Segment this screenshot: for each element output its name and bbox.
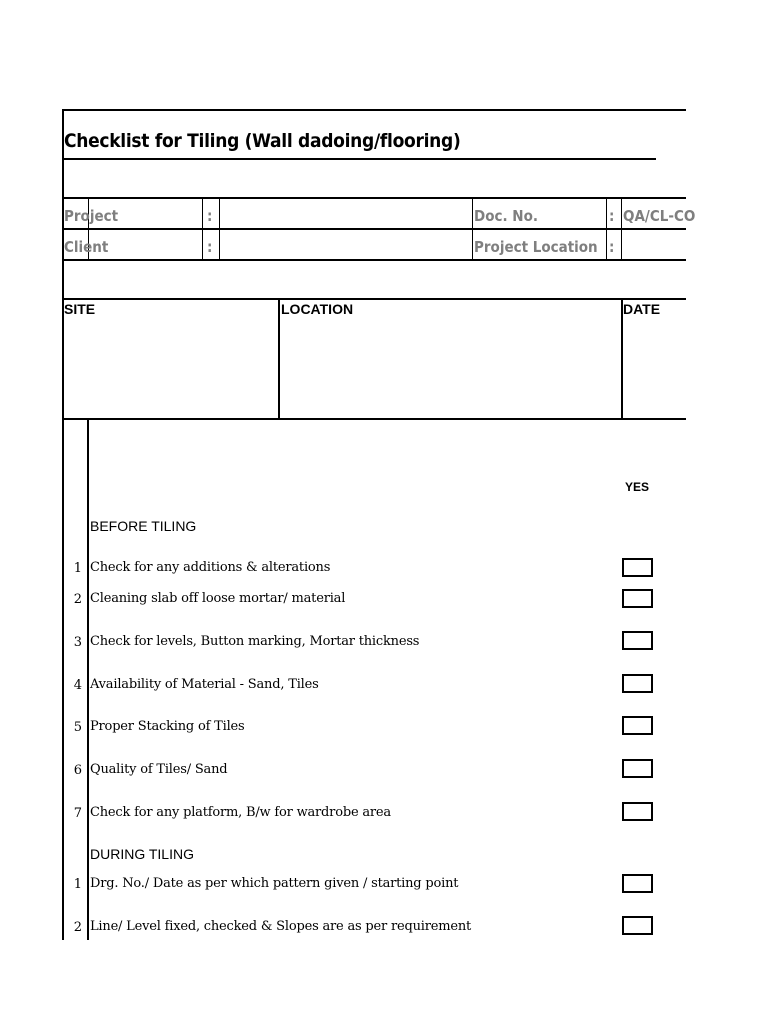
item-number: 5 — [73, 720, 82, 735]
project-location-label: Project Location — [474, 238, 598, 256]
site-header: SITE — [64, 301, 96, 317]
checklist-item-text: Availability of Material - Sand, Tiles — [90, 677, 319, 692]
item-number: 4 — [73, 678, 82, 693]
item-number: 6 — [73, 763, 82, 778]
yes-checkbox[interactable] — [622, 716, 653, 735]
frame-left-border — [62, 109, 64, 420]
yes-checkbox[interactable] — [622, 874, 653, 893]
yes-column-header: YES — [625, 480, 650, 494]
project-label: Project — [64, 207, 119, 225]
checklist-item-text: Quality of Tiles/ Sand — [90, 762, 228, 777]
location-header: LOCATION — [281, 301, 354, 317]
doc-no-label: Doc. No. — [474, 207, 538, 225]
doc-no-value: QA/CL-CO — [623, 207, 696, 225]
page-title: Checklist for Tiling (Wall dadoing/flooring) — [64, 130, 461, 152]
client-colon: : — [207, 238, 213, 256]
checklist-item-text: Check for levels, Button marking, Mortar thickness — [90, 634, 420, 649]
info-col-line-2 — [202, 197, 203, 260]
info-mid-line — [62, 228, 686, 230]
item-number: 3 — [73, 635, 82, 650]
checklist-number-divider — [87, 419, 89, 940]
doc-no-colon: : — [609, 207, 615, 225]
site-table-bottom-line — [62, 418, 686, 420]
site-table-top-line — [62, 298, 686, 300]
section-before-tiling: BEFORE TILING — [90, 518, 197, 534]
yes-checkbox[interactable] — [622, 674, 653, 693]
checklist-item-text: Line/ Level fixed, checked & Slopes are as per requirement — [90, 919, 472, 934]
checklist-item-text: Check for any platform, B/w for wardrobe area — [90, 805, 391, 820]
item-number: 1 — [73, 877, 82, 892]
project-colon: : — [207, 207, 213, 225]
item-number: 2 — [73, 920, 82, 935]
yes-checkbox[interactable] — [622, 759, 653, 778]
info-col-line-6 — [621, 197, 622, 260]
item-number: 1 — [73, 561, 82, 576]
date-header: DATE — [623, 301, 661, 317]
checklist-item-text: Cleaning slab off loose mortar/ material — [90, 591, 346, 606]
item-number: 2 — [73, 592, 82, 607]
frame-top-border — [62, 109, 686, 111]
checklist-item-text: Proper Stacking of Tiles — [90, 719, 245, 734]
yes-checkbox[interactable] — [622, 558, 653, 577]
site-col-divider — [278, 298, 280, 419]
yes-checkbox[interactable] — [622, 631, 653, 650]
title-underline — [62, 158, 656, 160]
section-during-tiling: DURING TILING — [90, 846, 194, 862]
info-col-line-3 — [219, 197, 220, 260]
project-location-colon: : — [609, 238, 615, 256]
checklist-item-text: Drg. No./ Date as per which pattern given / starting point — [90, 876, 459, 891]
client-label: Client — [64, 238, 109, 256]
doc-no-value-clip — [623, 207, 696, 226]
yes-checkbox[interactable] — [622, 916, 653, 935]
info-top-line — [62, 197, 686, 199]
item-number: 7 — [73, 806, 82, 821]
info-col-line-4 — [472, 197, 473, 260]
yes-checkbox[interactable] — [622, 802, 653, 821]
yes-checkbox[interactable] — [622, 589, 653, 608]
checklist-item-text: Check for any additions & alterations — [90, 560, 331, 575]
info-col-line-5 — [606, 197, 607, 260]
info-bottom-line — [62, 259, 686, 261]
